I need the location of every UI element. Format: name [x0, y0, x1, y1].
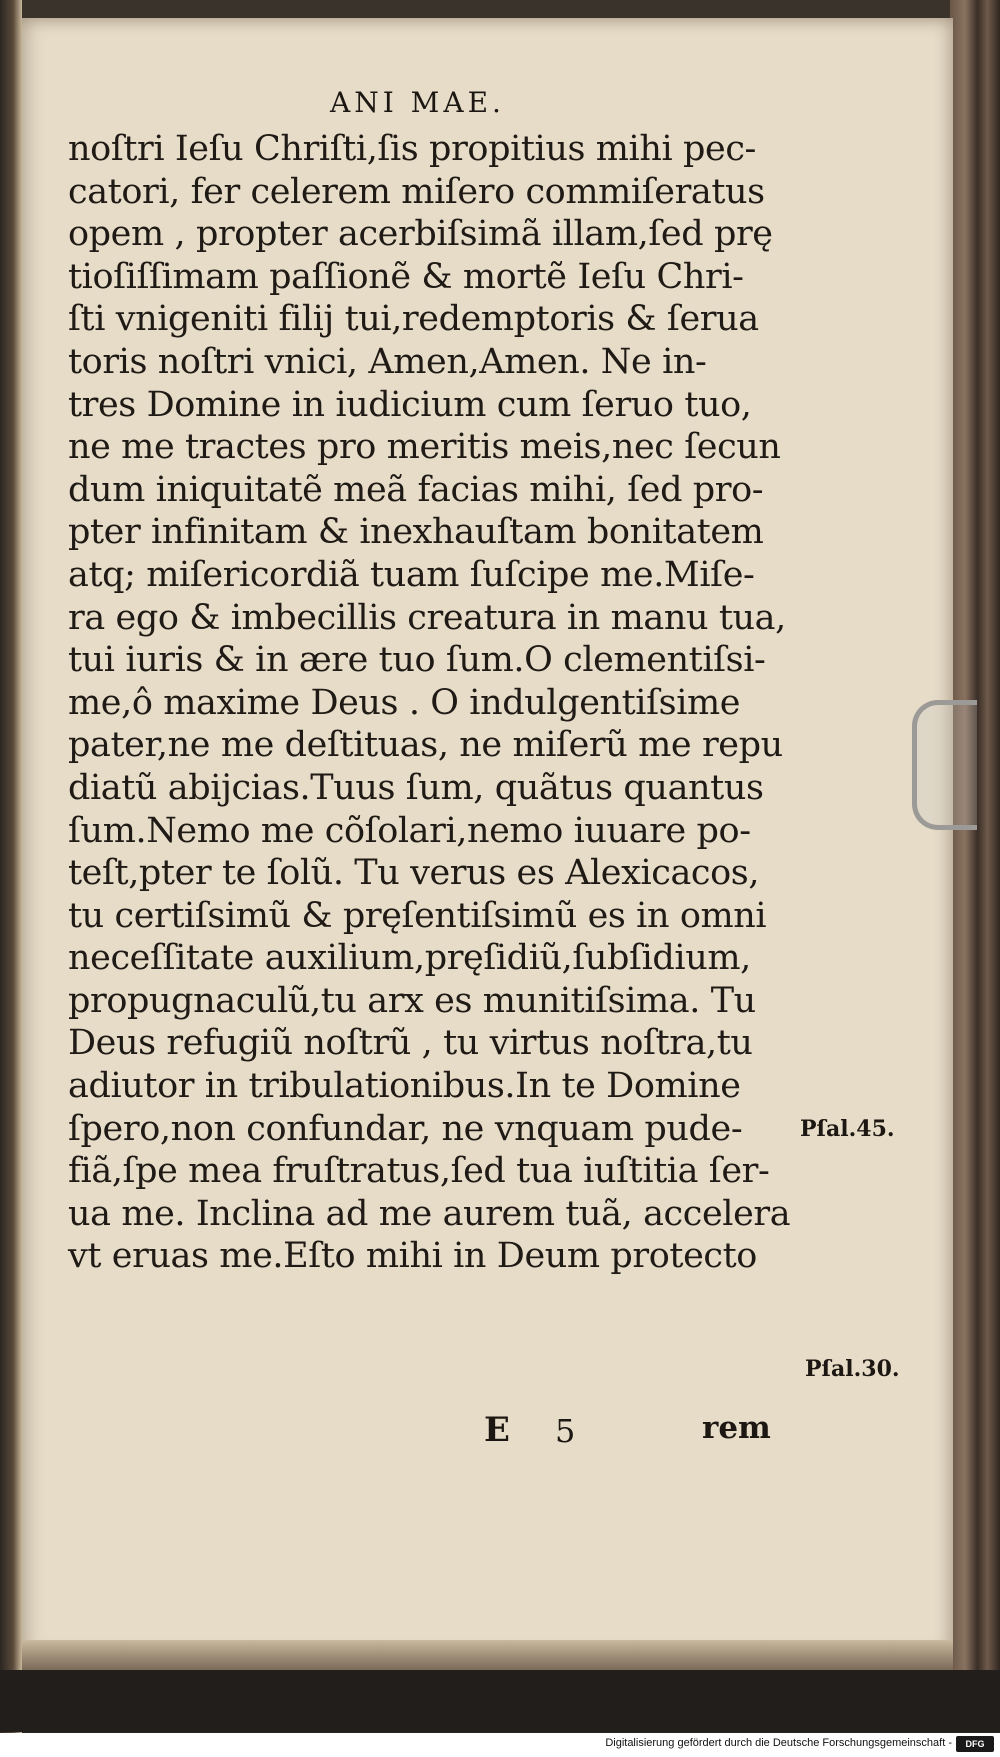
text-line: tres Domine in iudicium cum ſeruo tuo,	[68, 384, 752, 425]
text-line: neceſſitate auxilium,pręſidiũ,ſubſidium,	[68, 938, 751, 979]
text-line: catori, fer celerem miſero commiſeratus	[68, 171, 765, 212]
text-line: propugnaculũ,tu arx es munitiſsima. Tu	[68, 980, 756, 1021]
margin-note-psalm-30: Pſal.30.	[805, 1356, 900, 1382]
text-line: ne me tractes pro meritis meis,nec ſecun	[68, 427, 781, 468]
text-line: ſum.Nemo me cõſolari,nemo iuuare po-	[68, 810, 751, 851]
text-line: teſt,pter te ſolũ. Tu verus es Alexicacos,	[68, 853, 760, 894]
scan-bottom-edge	[0, 1670, 1000, 1732]
text-line: tu certiſsimũ & pręſentiſsimũ es in omni	[68, 895, 767, 936]
signature-number: 5	[555, 1412, 576, 1450]
funding-credit: Digitalisierung gefördert durch die Deutsche Forschungsgemeinschaft -	[605, 1737, 952, 1749]
text-line: vt eruas me.Eſto mihi in Deum protecto	[68, 1236, 757, 1277]
text-line: ſti vnigeniti filij tui,redemptoris & ſerua	[68, 299, 759, 340]
running-head: ANI MAE.	[330, 86, 505, 119]
gutter-shadow	[0, 0, 22, 1757]
book-cover-edge	[950, 0, 1000, 1680]
catchword: rem	[702, 1410, 771, 1446]
text-line: ra ego & imbecillis creatura in manu tua,	[68, 597, 786, 638]
text-line: adiutor in tribulationibus.In te Domine	[68, 1066, 741, 1107]
book-clasp	[912, 700, 977, 830]
text-line: tioſiſſimam paſſionẽ & mortẽ Ieſu Chri-	[68, 256, 744, 297]
text-line: fiã,ſpe mea fruſtratus,ſed tua iuſtitia ſer-	[68, 1151, 770, 1192]
body-text	[68, 128, 808, 1278]
signature-mark: E	[484, 1410, 510, 1450]
text-line: pter infinitam & inexhauſtam bonitatem	[68, 512, 764, 553]
scan-top-edge	[0, 0, 1000, 18]
page-bottom-edge	[18, 1640, 953, 1670]
text-line: atq; miſericordiã tuam ſuſcipe me.Miſe-	[68, 554, 755, 595]
text-line: toris noſtri vnici, Amen,Amen. Ne in-	[68, 341, 707, 382]
text-line: pater,ne me deſtituas, ne miſerũ me repu	[68, 725, 783, 766]
margin-note-psalm-45: Pſal.45.	[800, 1116, 895, 1142]
text-line: ſpero,non confundar, ne vnquam pude-	[68, 1108, 743, 1149]
text-line: Deus refugiũ noſtrũ , tu virtus noſtra,tu	[68, 1023, 753, 1064]
text-line: diatũ abijcias.Tuus ſum, quãtus quantus	[68, 767, 764, 808]
text-line: me,ô maxime Deus . O indulgentiſsime	[68, 682, 741, 723]
text-line: opem , propter acerbiſsimã illam,ſed prę	[68, 214, 773, 255]
text-line: ua me. Inclina ad me aurem tuã, accelera	[68, 1193, 791, 1234]
text-line: tui iuris & in ære tuo ſum.O clementiſsi-	[68, 640, 766, 681]
text-line: noſtri Ieſu Chriſti,ſis propitius mihi pec-	[68, 129, 756, 169]
text-line: dum iniquitatẽ meã facias mihi, ſed pro-	[68, 469, 764, 510]
dfg-logo: DFG	[956, 1736, 994, 1752]
